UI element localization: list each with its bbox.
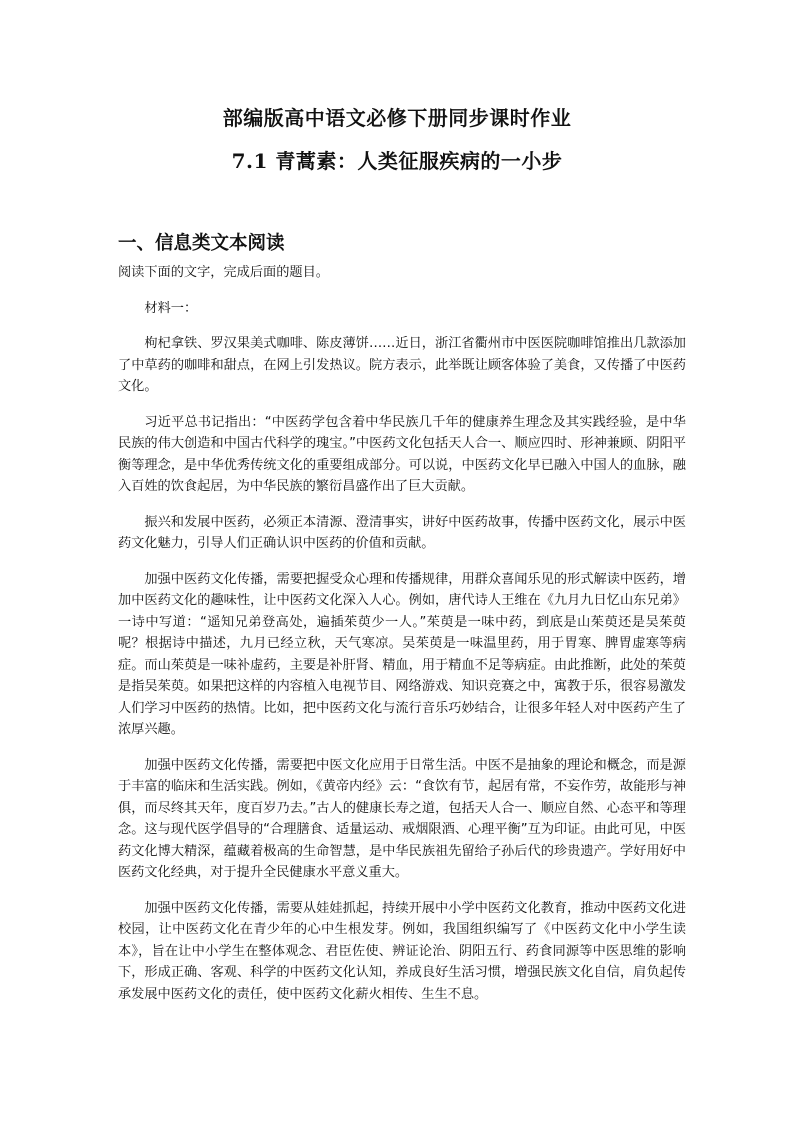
section-heading: 一、信息类文本阅读 — [118, 233, 285, 254]
paragraph-2: 习近平总书记指出：“中医药学包含着中华民族几千年的健康养生理念及其实践经验，是中华民族的伟大创造和中国古代科学的瑰宝。”中医药文化包括天人合一、顺应四时、形神兼顾、阴阳平衡等理念，是中华优秀传统文化的重要组成部分。可以说，中医药文化早已融入中国人的血脉，融入百姓的饮食起居，为中华民族的繁衍昌盛作出了巨大贡献。 — [118, 414, 686, 494]
lesson-subtitle: 7.1 青蒿素：人类征服疾病的一小步 — [231, 149, 563, 173]
reading-instruction: 阅读下面的文字，完成后面的题目。 — [118, 265, 329, 280]
material-label: 材料一： — [144, 300, 198, 316]
paragraph-3: 振兴和发展中医药，必须正本清源、澄清事实，讲好中医药故事，传播中医药文化，展示中医药文化魅力，引导人们正确认识中医药的价值和贡献。 — [118, 514, 686, 551]
paragraph-1: 枸杞拿铁、罗汉果美式咖啡、陈皮薄饼……近日，浙江省衢州市中医医院咖啡馆推出几款添加了中草药的咖啡和甜点，在网上引发热议。院方表示，此举既让顾客体验了美食，又传播了中医药文化。 — [118, 336, 686, 394]
document-body — [118, 262, 686, 1019]
document-title: 部编版高中语文必修下册同步课时作业 — [222, 106, 572, 130]
paragraph-5: 加强中医药文化传播，需要把中医文化应用于日常生活。中医不是抽象的理论和概念，而是源于丰富的临床和生活实践。例如，《黄帝内经》云：“食饮有节，起居有常，不妄作劳，故能形与神俱，而尽终其天年，度百岁乃去。”古人的健康长寿之道，包括天人合一、顺应自然、心态平和等理念。这与现代医学倡导的“合理膳食、适量运动、戒烟限酒、心理平衡”互为印证。由此可见，中医药文化博大精深，蕴藏着极高的生命智慧，是中华民族祖先留给子孙后代的珍贵遗产。学好用好中医药文化经典，对于提升全民健康水平意义重大。 — [118, 757, 686, 880]
paragraph-6: 加强中医药文化传播，需要从娃娃抓起，持续开展中小学中医药文化教育，推动中医药文化进校园，让中医药文化在青少年的心中生根发芽。例如，我国组织编写了《中医药文化中小学生读本》，旨在让中小学生在整体观念、君臣佐使、辨证论治、阴阳五行、药食同源等中医思维的影响下，形成正确、客观、科学的中医药文化认知，养成良好生活习惯，增强民族文化自信，肩负起传承发展中医药文化的责任，使中医药文化薪火相传、生生不息。 — [118, 900, 686, 1002]
paragraph-4: 加强中医药文化传播，需要把握受众心理和传播规律，用群众喜闻乐见的形式解读中医药，增加中医药文化的趣味性，让中医药文化深入人心。例如，唐代诗人王维在《九月九日忆山东兄弟》一诗中写道：“遥知兄弟登高处，遍插茱萸少一人。”茱萸是一味中药，到底是山茱萸还是吴茱萸呢？根据诗中描述，九月已经立秋，天气寒凉。吴茱萸是一味温里药，用于胃寒、脾胃虚寒等病症。而山茱萸是一味补虚药，主要是补肝肾、精血，用于精血不足等病症。由此推断，此处的茱萸是指吴茱萸。如果把这样的内容植入电视节目、网络游戏、知识竞赛之中，寓教于乐，很容易激发人们学习中医药的热情。比如，把中医药文化与流行音乐巧妙结合，让很多年轻人对中医药产生了浓厚兴趣。 — [118, 571, 686, 737]
